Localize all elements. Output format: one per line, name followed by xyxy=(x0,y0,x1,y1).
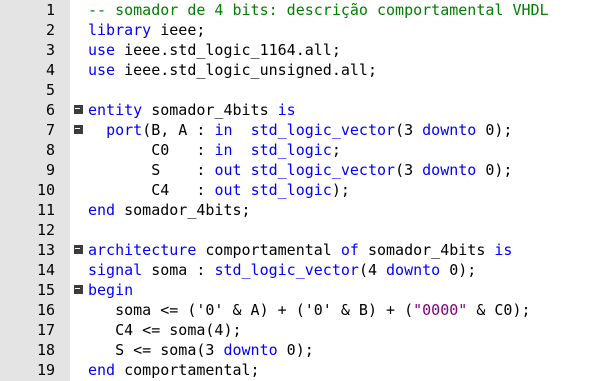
code-line[interactable] xyxy=(0,40,601,60)
code-text xyxy=(88,160,512,180)
code-text xyxy=(88,320,242,340)
string-token: "0000" xyxy=(413,301,468,319)
line-number: 5 xyxy=(45,81,55,99)
keyword-token: of xyxy=(340,241,359,259)
keyword-token: in xyxy=(214,141,233,159)
comment-token: -- somador de 4 bits: descrição comportamental VHDL xyxy=(88,1,549,19)
code-text xyxy=(88,340,314,360)
code-token: S <= soma(3 xyxy=(88,341,224,359)
code-text xyxy=(88,120,512,140)
code-token: S : xyxy=(88,161,215,179)
keyword-token: std_logic xyxy=(250,181,332,199)
code-token: & C0); xyxy=(467,301,531,319)
code-line[interactable] xyxy=(0,20,601,40)
line-number: 12 xyxy=(36,221,55,239)
code-token: C4 : xyxy=(88,181,215,199)
keyword-token: use xyxy=(88,61,116,79)
code-token: somador_4bits xyxy=(142,101,278,119)
keyword-token: downto xyxy=(422,161,477,179)
code-text xyxy=(88,280,133,300)
line-number: 2 xyxy=(45,21,55,39)
code-line[interactable] xyxy=(0,60,601,80)
code-text xyxy=(88,100,296,120)
code-token: ); xyxy=(331,181,350,199)
line-number: 11 xyxy=(36,201,55,219)
line-number: 6 xyxy=(45,101,55,119)
code-token xyxy=(233,141,251,159)
line-number: 13 xyxy=(36,241,55,259)
code-token: (B, A : xyxy=(142,121,215,139)
code-token: (3 xyxy=(395,121,423,139)
code-token: soma <= ('0' & A) + ('0' & B) + ( xyxy=(88,301,414,319)
code-text xyxy=(88,0,549,20)
fold-collapse-icon[interactable] xyxy=(74,245,83,254)
code-token: somador_4bits xyxy=(358,241,495,259)
code-text xyxy=(88,20,205,40)
line-number: 18 xyxy=(36,341,55,359)
keyword-token: entity xyxy=(88,101,143,119)
code-token: comportamental; xyxy=(115,361,260,379)
keyword-token: architecture xyxy=(88,241,197,259)
keyword-token: out xyxy=(214,181,242,199)
code-line[interactable] xyxy=(0,160,601,180)
code-text xyxy=(88,260,476,280)
line-number: 16 xyxy=(36,301,55,319)
code-token: (4 xyxy=(358,261,387,279)
code-token: 0); xyxy=(277,341,314,359)
line-number: 14 xyxy=(36,261,55,279)
keyword-token: library xyxy=(88,21,152,39)
keyword-token: is xyxy=(277,101,296,119)
line-number: 17 xyxy=(36,321,55,339)
keyword-token: out xyxy=(214,161,242,179)
line-number: 10 xyxy=(36,181,55,199)
code-token: C4 <= soma(4); xyxy=(88,321,242,339)
code-line[interactable] xyxy=(0,140,601,160)
fold-collapse-icon[interactable] xyxy=(74,105,83,114)
code-token: ieee.std_logic_unsigned.all; xyxy=(115,61,377,79)
keyword-token: downto xyxy=(223,341,278,359)
code-token: (3 xyxy=(395,161,423,179)
line-number: 15 xyxy=(36,281,55,299)
keyword-token: use xyxy=(88,41,116,59)
keyword-token: downto xyxy=(386,261,441,279)
code-line[interactable] xyxy=(0,220,601,240)
code-text xyxy=(88,140,341,160)
code-token: ; xyxy=(331,141,341,159)
code-text xyxy=(88,60,377,80)
keyword-token: downto xyxy=(422,121,477,139)
keyword-token: end xyxy=(88,361,116,379)
keyword-token: begin xyxy=(88,281,134,299)
line-number: 9 xyxy=(45,161,55,179)
code-token: comportamental xyxy=(196,241,341,259)
code-token: 0); xyxy=(476,161,513,179)
code-text xyxy=(88,300,531,320)
line-number: 19 xyxy=(36,361,55,379)
keyword-token: signal xyxy=(88,261,143,279)
code-line[interactable] xyxy=(0,280,601,300)
fold-collapse-icon[interactable] xyxy=(74,285,83,294)
keyword-token: in xyxy=(214,121,233,139)
code-token xyxy=(242,161,251,179)
code-line[interactable] xyxy=(0,340,601,360)
code-token xyxy=(242,181,251,199)
line-number: 3 xyxy=(45,41,55,59)
keyword-token: std_logic_vector xyxy=(214,261,359,279)
code-token: 0); xyxy=(440,261,477,279)
fold-collapse-icon[interactable] xyxy=(74,125,83,134)
code-line[interactable] xyxy=(0,120,601,140)
code-text xyxy=(88,200,251,220)
code-text xyxy=(88,240,512,260)
code-token: ieee.std_logic_1164.all; xyxy=(115,41,341,59)
keyword-token: port xyxy=(106,121,143,139)
code-token: ieee; xyxy=(151,21,206,39)
code-text xyxy=(88,40,341,60)
code-token xyxy=(88,121,106,139)
code-line[interactable] xyxy=(0,200,601,220)
code-line[interactable] xyxy=(0,320,601,340)
keyword-token: std_logic_vector xyxy=(250,161,396,179)
code-line[interactable] xyxy=(0,100,601,120)
code-line[interactable] xyxy=(0,260,601,280)
code-token: soma : xyxy=(142,261,215,279)
code-line[interactable] xyxy=(0,180,601,200)
code-token xyxy=(233,121,251,139)
code-line[interactable] xyxy=(0,360,601,380)
code-text xyxy=(88,180,350,200)
keyword-token: std_logic xyxy=(250,141,332,159)
line-number: 1 xyxy=(45,1,55,19)
keyword-token: is xyxy=(494,241,513,259)
code-token: C0 : xyxy=(88,141,215,159)
keyword-token: std_logic_vector xyxy=(250,121,396,139)
code-line[interactable] xyxy=(0,80,601,100)
line-number: 4 xyxy=(45,61,55,79)
code-line[interactable] xyxy=(0,0,601,20)
line-number: 7 xyxy=(45,121,55,139)
keyword-token: end xyxy=(88,201,116,219)
code-text xyxy=(88,360,260,380)
code-token: somador_4bits; xyxy=(115,201,251,219)
code-line[interactable] xyxy=(0,300,601,320)
code-token: 0); xyxy=(476,121,513,139)
line-number: 8 xyxy=(45,141,55,159)
code-line[interactable] xyxy=(0,240,601,260)
